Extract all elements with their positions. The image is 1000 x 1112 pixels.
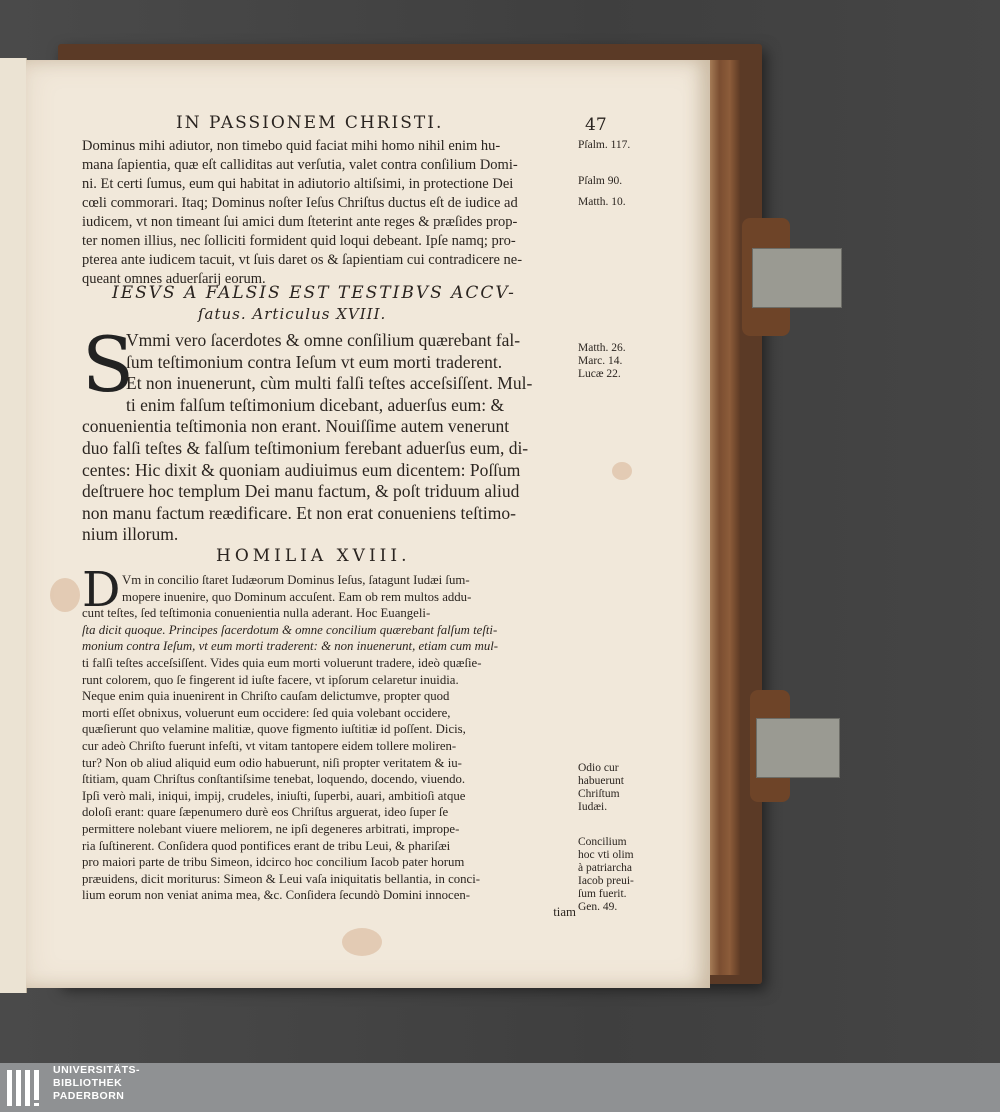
- text-line: cur adeò Chriſto fuerunt infeſti, vt vitam tantopere eidem tollere moliren-: [82, 738, 457, 753]
- lower-clasp-hinge: [756, 718, 840, 778]
- text-line: Dominus mihi adiutor, non timebo quid faciat mihi homo nihil enim hu-: [82, 138, 501, 154]
- article-heading-line-2: ſatus. Articulus XVIII.: [198, 305, 387, 323]
- text-line: morti eſſet obnixus, voluerunt eum occidere: ſed quia volebant occidere,: [82, 705, 451, 720]
- margin-ref-line: Gen. 49.: [578, 901, 618, 913]
- margin-ref-line: hoc vti olim: [578, 849, 634, 861]
- text-line: ſum teſtimonium contra Ieſum vt eum morti traderent.: [126, 351, 503, 372]
- text-line: mopere inuenire, quo Dominum accuſent. Eam ob rem multos addu-: [122, 589, 472, 604]
- logo-line: UNIVERSITÄTS-: [53, 1064, 141, 1076]
- homily-heading: HOMILIA XVIII.: [216, 546, 411, 566]
- text-line: ter nomen illius, nec ſolliciti formident quid loqui debeant. Ipſe namq; pro-: [82, 233, 516, 249]
- text-line: pro maiori parte de tribu Simeon, idcirco hoc concilium Iacob pater horum: [82, 855, 465, 870]
- book-fore-edge: [706, 60, 740, 975]
- logo-line: PADERBORN: [53, 1090, 125, 1102]
- text-line: quæſierunt quo velamine malitiæ, quove figmento iuſtitiæ id poſſent. Dicis,: [82, 722, 466, 737]
- margin-note-odio: [578, 762, 624, 814]
- margin-ref-line: habuerunt: [578, 775, 624, 787]
- text-line: ti enim falſum teſtimonium dicebant, aduerſus eum: &: [126, 394, 505, 415]
- text-line: mana ſapientia, quæ eſt calliditas aut verſutia, valet contra conſilium Domi-: [82, 157, 518, 173]
- text-line: lium eorum non veniat anima mea, &c. Conſidera ſecundò Domini innocen-: [82, 888, 471, 903]
- page-number: 47: [585, 115, 607, 135]
- library-logo-text: [53, 1064, 140, 1103]
- text-line: monium contra Ieſum, vt eum morti traderent: & non inuenerunt, etiam cum mul-: [82, 639, 499, 654]
- margin-ref-line: à patriarcha: [578, 862, 632, 874]
- article-heading: [112, 283, 582, 323]
- text-line: non manu factum reædificare. Et non erat conueniens teſtimo-: [82, 502, 516, 523]
- text-line: permittere nolebant viuere meliorem, ne ipſi degeneres arbitrati, imprope-: [82, 821, 460, 836]
- drop-cap: S: [82, 320, 135, 409]
- text-line: cœli commorari. Itaq; Dominus noſter Ieſus Chriſtus ductus eſt de iudice ad: [82, 195, 518, 211]
- text-line: doloſi erant: quare ſæpenumero durè eos Chriſtus arguerat, ideo ſuper ſe: [82, 805, 449, 820]
- text-line: tur? Non ob aliud aliquid eum odio habuerunt, niſi propter veritatem & iu-: [82, 755, 462, 770]
- margin-note-gospel-refs: [578, 342, 626, 381]
- facing-page-edge: [0, 58, 27, 993]
- text-line: Vm in concilio ſtaret Iudæorum Dominus Ieſus, ſatagunt Iudæi ſum-: [122, 573, 470, 587]
- margin-ref-line: Chriſtum: [578, 788, 620, 800]
- text-line: centes: Hic dixit & quoniam audiuimus eum dicentem: Poſſum: [82, 459, 521, 480]
- margin-ref-line: Marc. 14.: [578, 355, 623, 367]
- running-head: IN PASSIONEM CHRISTI.: [176, 113, 444, 133]
- margin-ref-line: Iudæi.: [578, 801, 608, 813]
- text-line: cunt teſtes, ſed teſtimonia conuenientia nulla aderant. Hoc Euangeli-: [82, 606, 431, 621]
- text-line: Vmmi vero ſacerdotes & omne conſilium quærebant fal-: [126, 330, 521, 350]
- article-heading-line-1: IESVS A FALSIS EST TESTIBVS ACCV-: [112, 283, 516, 303]
- margin-ref-line: Matth. 26.: [578, 342, 626, 354]
- page-stain: [342, 928, 382, 956]
- text-line: queant omnes aduerſarij eorum.: [82, 271, 266, 287]
- margin-ref-line: Concilium: [578, 836, 627, 848]
- margin-note-psalm-90: Pſalm 90.: [578, 175, 623, 187]
- drop-cap: D: [82, 562, 121, 618]
- text-line: Ipſi verò mali, iniqui, impij, crudeles, iniuſti, ſuperbi, auari, ambitioſi atque: [82, 788, 466, 803]
- margin-ref-line: Odio cur: [578, 762, 619, 774]
- text-line: conuenientia teſtimonia non erant. Nouiſſime autem venerunt: [82, 416, 510, 437]
- library-logo-icon: [4, 1066, 46, 1110]
- margin-note-psalm-117: Pſalm. 117.: [578, 139, 631, 151]
- page-stain: [612, 462, 632, 480]
- margin-ref-line: ſum fuerit.: [578, 888, 627, 900]
- gospel-passage: [82, 330, 578, 546]
- text-line: Et non inuenerunt, cùm multi falſi teſtes acceſsiſſent. Mul-: [126, 373, 533, 394]
- margin-ref-line: Iacob preui-: [578, 875, 634, 887]
- homily-text: [82, 572, 576, 920]
- text-line: Neque enim quia inuenirent in Chriſto cauſam delictumve, propter quod: [82, 689, 450, 704]
- logo-line: BIBLIOTHEK: [53, 1077, 123, 1089]
- text-line: ſta dicit quoque. Principes ſacerdotum & omne concilium quærebant falſum teſti-: [82, 622, 498, 637]
- text-line: ſtitiam, quam Chriſtus conſtantiſsime tenebat, loquendo, docendo, viuendo.: [82, 772, 466, 787]
- margin-note-matth-10: Matth. 10.: [578, 196, 626, 208]
- paragraph-opening: [82, 137, 574, 289]
- text-line: ti falſi teſtes acceſsiſſent. Vides quia eum morti voluerunt tradere, ideò quæſie-: [82, 655, 482, 670]
- page-stain: [50, 578, 80, 612]
- text-line: duo falſi teſtes & falſum teſtimonium ferebant aduerſus eum, di-: [82, 437, 529, 458]
- library-footer-bar: [0, 1063, 1000, 1112]
- text-line: præuidens, dicit moriturus: Simeon & Leui vaſa iniquitatis bellantia, in conci-: [82, 871, 481, 886]
- margin-ref-line: Lucæ 22.: [578, 368, 621, 380]
- text-line: ni. Et certi ſumus, eum qui habitat in adiutorio altiſsimi, in protectione Dei: [82, 176, 514, 192]
- text-line: deſtruere hoc templum Dei manu factum, & poſt triduum aliud: [82, 481, 520, 502]
- text-line: ria ſuſtinerent. Conſidera quod pontifices erant de tribu Leui, & phariſæi: [82, 838, 451, 853]
- text-line: tiam: [553, 904, 576, 919]
- text-line: iudicem, vt non timeant ſui amici dum ſteterint ante reges & præſides prop-: [82, 214, 518, 230]
- upper-clasp-hinge: [752, 248, 842, 308]
- text-line: runt colorem, quo ſe fingerent id iuſte facere, vt ipſorum celaretur inuidia.: [82, 672, 459, 687]
- margin-note-concilium: [578, 836, 634, 914]
- text-line: pterea ante iudicem tacuit, vt ſuis daret os & ſapientiam cui contradicere ne-: [82, 252, 523, 268]
- text-line: nium illorum.: [82, 524, 179, 545]
